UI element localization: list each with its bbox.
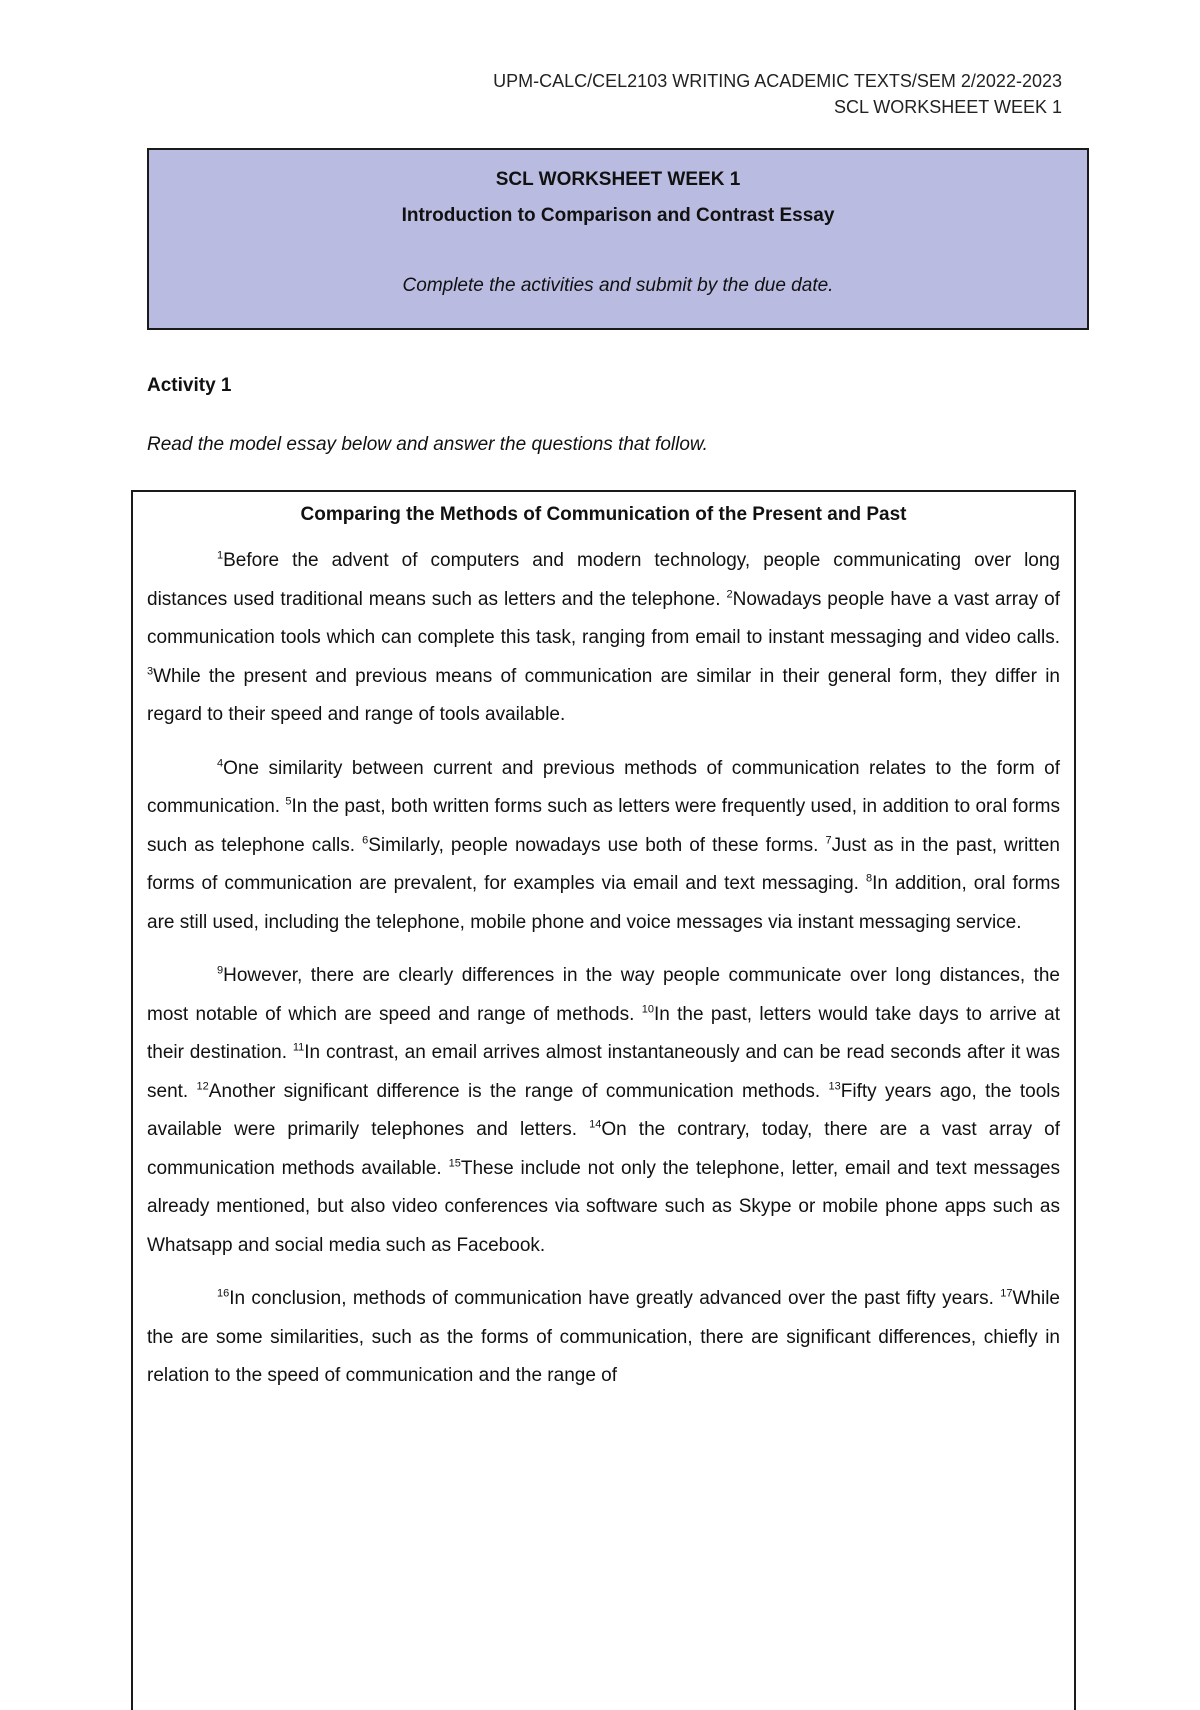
- sentence-number: 12: [196, 1080, 209, 1093]
- essay-paragraph-2: [147, 750, 1060, 943]
- sentence-number: 17: [1000, 1287, 1013, 1300]
- essay-sentence: [147, 666, 1060, 726]
- sentence-number: 9: [217, 964, 224, 977]
- sentence-number: 8: [865, 872, 873, 885]
- sentence-text: These include not only the telephone, letter, email and text messages already mentioned, but also video conferences via software such as Skype or mobile phone apps such as Whatsapp and social media such as Facebook.: [147, 1157, 1061, 1256]
- worksheet-subtitle: Introduction to Comparison and Contrast Essay: [401, 205, 835, 226]
- sentence-text: In contrast, an email arrives almost instantaneously and can be read seconds after it was sent.: [147, 1042, 1060, 1102]
- sentence-number: 1: [217, 549, 224, 562]
- essay-sentence: [217, 1288, 1000, 1309]
- model-essay-box: [131, 490, 1076, 1710]
- worksheet-title: SCL WORKSHEET WEEK 1: [495, 169, 741, 190]
- sentence-number: 10: [641, 1003, 654, 1016]
- essay-sentence: [362, 835, 825, 856]
- worksheet-title-box: [147, 148, 1089, 330]
- sentence-text: Another significant difference is the range of communication methods.: [208, 1080, 829, 1102]
- page-header: [493, 68, 1062, 120]
- sentence-text: On the contrary, today, there are a vast array of communication methods available.: [147, 1119, 1060, 1179]
- essay-paragraph-3: [147, 957, 1060, 1265]
- header-course-line: UPM-CALC/CEL2103 WRITING ACADEMIC TEXTS/SEM 2/2022-2023: [493, 71, 1062, 91]
- sentence-number: 5: [285, 795, 292, 808]
- sentence-number: 3: [147, 665, 154, 678]
- activity-instruction: Read the model essay below and answer the questions that follow.: [147, 434, 708, 455]
- sentence-number: 13: [828, 1080, 841, 1093]
- sentence-number: 7: [825, 834, 832, 847]
- sentence-text: While the present and previous means of communication are similar in their general form, they differ in regard to their speed and range of tools available.: [147, 665, 1060, 725]
- sentence-text: Fifty years ago, the tools available were primarily telephones and letters.: [147, 1080, 1060, 1140]
- header-worksheet-line: SCL WORKSHEET WEEK 1: [833, 97, 1062, 117]
- sentence-text: In the past, both written forms such as letters were frequently used, in addition to oral forms such as telephone calls.: [147, 796, 1061, 856]
- sentence-number: 2: [726, 588, 733, 601]
- sentence-text: Nowadays people have a vast array of communication tools which can complete this task, ranging from email to instant messaging and video calls.: [147, 588, 1061, 648]
- essay-paragraph-4: [147, 1280, 1060, 1396]
- sentence-number: 11: [292, 1041, 305, 1054]
- sentence-text: However, there are clearly differences in the way people communicate over long distances, the most notable of which are speed and range of methods.: [147, 965, 1060, 1025]
- sentence-number: 16: [217, 1287, 230, 1300]
- essay-sentence: [197, 1081, 829, 1102]
- sentence-text: Similarly, people nowadays use both of these forms.: [368, 834, 826, 856]
- sentence-text: Just as in the past, written forms of communication are prevalent, for examples via email and text messaging.: [147, 834, 1060, 894]
- sentence-number: 14: [589, 1118, 602, 1131]
- sentence-text: In addition, oral forms are still used, including the telephone, mobile phone and voice messages via instant messaging service.: [147, 873, 1060, 933]
- sentence-text: One similarity between current and previous methods of communication relates to the form of communication.: [147, 757, 1060, 817]
- sentence-text: While the are some similarities, such as the forms of communication, there are significant differences, chiefly in relation to the speed of communication and the range of: [147, 1288, 1060, 1386]
- sentence-number: 15: [448, 1157, 461, 1170]
- essay-paragraph-1: [147, 542, 1060, 735]
- sentence-text: Before the advent of computers and modern technology, people communicating over long distances used traditional means such as letters and the telephone.: [147, 550, 1060, 610]
- sentence-text: In the past, letters would take days to arrive at their destination.: [147, 1003, 1060, 1063]
- essay-title: Comparing the Methods of Communication of the Present and Past: [300, 504, 907, 525]
- sentence-number: 4: [217, 757, 224, 770]
- activity-heading: Activity 1: [147, 375, 232, 396]
- sentence-text: In conclusion, methods of communication have greatly advanced over the past fifty years.: [229, 1288, 1001, 1309]
- worksheet-instruction: Complete the activities and submit by the due date.: [402, 275, 834, 296]
- sentence-number: 6: [362, 834, 369, 847]
